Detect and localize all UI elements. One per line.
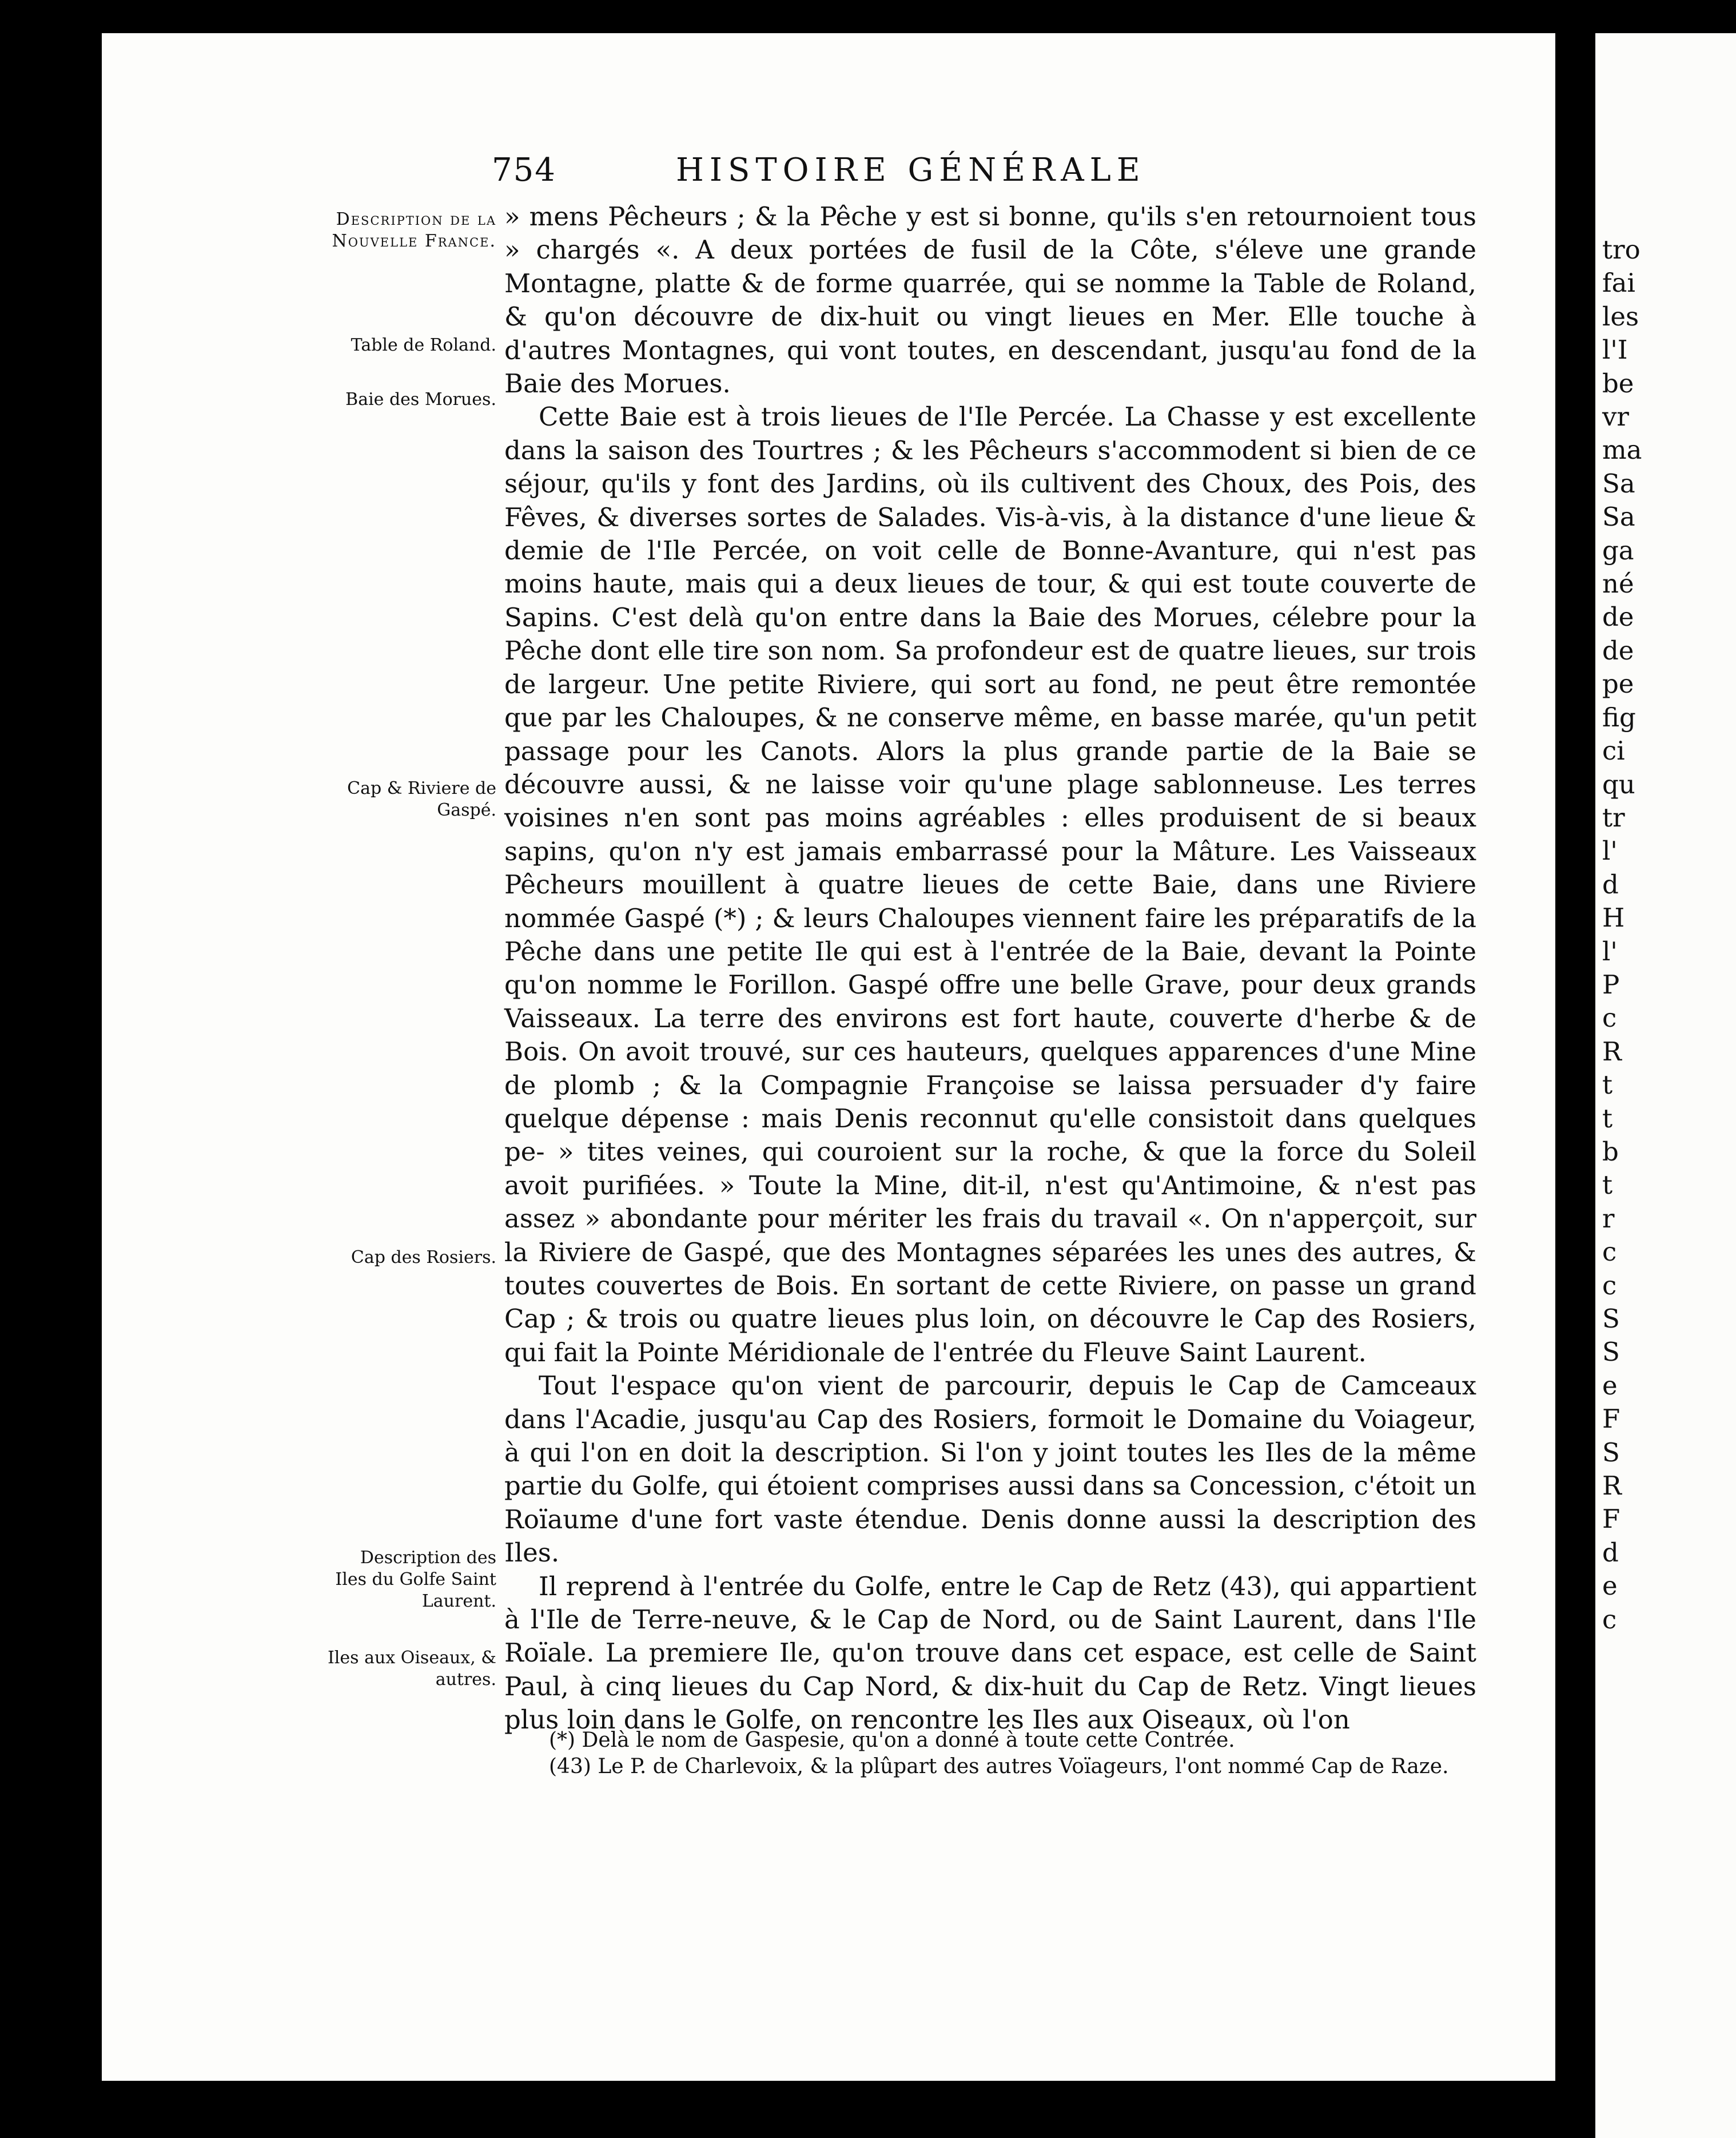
facing-page-line: H [1602, 903, 1625, 933]
running-header [492, 148, 1292, 193]
facing-page-line: fai [1602, 268, 1635, 299]
margin-note-baie-des-morues: Baie des Morues. [345, 390, 496, 410]
running-title: HISTOIRE GÉNÉRALE [676, 152, 1146, 189]
facing-page-line: b [1602, 1136, 1619, 1167]
margin-note-cap-des-rosiers: Cap des Rosiers. [351, 1247, 496, 1267]
facing-page-line: t [1602, 1103, 1613, 1134]
facing-page-line: ga [1602, 535, 1634, 566]
facing-page-line: les [1602, 301, 1639, 332]
page-number: 754 [492, 152, 556, 189]
facing-page-line: pe [1602, 669, 1634, 700]
facing-page-line: P [1602, 969, 1620, 1000]
facing-page-line: c [1602, 1003, 1617, 1034]
facing-page-line: d [1602, 1537, 1619, 1568]
footnotes [549, 1727, 1510, 1780]
page-gutter [1560, 33, 1575, 2138]
facing-page-line: be [1602, 368, 1634, 399]
facing-page-line: tro [1602, 235, 1641, 265]
facing-page-line: c [1602, 1604, 1617, 1635]
margin-note-description-iles: Description des Iles du Golfe Saint Laurent. [335, 1548, 496, 1611]
facing-page-line: l' [1602, 936, 1618, 967]
paragraph: Il reprend à l'entrée du Golfe, entre le Cap de Retz (43), qui appartient à l'Ile de Terre-neuve, & le Cap de Nord, ou de Saint Laurent, dans l'Ile Roïale. La premiere Ile, qu'on trouve dans cet espace, est celle de Saint Paul, à cinq lieues du Cap Nord, & dix-huit du Cap de Retz. Vingt lieues plus loin dans le Golfe, on rencontre les Iles aux Oiseaux, où l'on [504, 1571, 1476, 1735]
facing-page-line: t [1602, 1170, 1613, 1201]
facing-page-line: l'I [1602, 335, 1628, 365]
facing-page-line: ci [1602, 736, 1625, 766]
margin-note-cap-riviere-gaspe: Cap & Riviere de Gaspé. [347, 778, 496, 820]
facing-page-line: tr [1602, 802, 1625, 833]
facing-page-line: t [1602, 1070, 1613, 1100]
margin-note-table-de-roland: Table de Roland. [351, 335, 496, 355]
facing-page-line: F [1602, 1504, 1620, 1535]
facing-page-line: de [1602, 602, 1634, 633]
facing-page-line: d [1602, 869, 1619, 900]
facing-page-line: de [1602, 635, 1634, 666]
facing-page-line: Sa [1602, 468, 1635, 499]
facing-page-line: R [1602, 1471, 1622, 1501]
facing-page-line: l' [1602, 836, 1618, 867]
facing-page-line: S [1602, 1437, 1620, 1468]
facing-page-line: S [1602, 1337, 1620, 1368]
facing-page-line: c [1602, 1270, 1617, 1301]
facing-page-line: e [1602, 1370, 1618, 1401]
paragraph: Tout l'espace qu'on vient de parcourir, depuis le Cap de Camceaux dans l'Acadie, jusqu'au Cap des Rosiers, formoit le Domaine du Voiageur, à qui l'on en doit la description. Si l'on y joint toutes les Iles de la même partie du Golfe, qui étoient comprises aussi dans sa Concession, c'étoit un Roïaume d'une fort vaste étendue. Denis donne aussi la description des Iles. [504, 1370, 1476, 1568]
facing-page-line: F [1602, 1404, 1620, 1434]
facing-page-line: S [1602, 1304, 1620, 1334]
facing-page-line: ma [1602, 435, 1642, 466]
paragraph: » mens Pêcheurs ; & la Pêche y est si bonne, qu'ils s'en retournoient tous » chargés «. A deux portées de fusil de la Côte, s'éleve une grande Montagne, platte & de forme quarrée, qui se nomme la Table de Roland, & qu'on découvre de dix-huit ou vingt lieues en Mer. Elle touche à d'autres Montagnes, qui vont toutes, en descendant, jusqu'au fond de la Baie des Morues. [504, 201, 1476, 399]
facing-page-line: c [1602, 1237, 1617, 1267]
facing-page-line: né [1602, 569, 1634, 599]
facing-page-line: vr [1602, 402, 1629, 432]
footnote: (*) Delà le nom de Gaspesie, qu'on a donné à toute cette Contrée. [549, 1728, 1235, 1752]
facing-page-line: r [1602, 1203, 1615, 1234]
facing-page-edge [1595, 33, 1736, 2138]
margin-note-description: Description de la Nouvelle France. [332, 209, 496, 251]
body-text [504, 200, 1476, 1737]
facing-page-text [1595, 233, 1736, 1636]
footnote: (43) Le P. de Charlevoix, & la plûpart des autres Voïageurs, l'ont nommé Cap de Raze. [549, 1755, 1449, 1778]
facing-page-line: Sa [1602, 502, 1635, 532]
facing-page-line: qu [1602, 769, 1635, 800]
paragraph: Cette Baie est à trois lieues de l'Ile Percée. La Chasse y est excellente dans la saison des Tourtres ; & les Pêcheurs s'accommodent si bien de ce séjour, qu'ils y font des Jardins, où ils cultivent des Choux, des Pois, des Fêves, & diverses sortes de Salades. Vis-à-vis, à la distance d'une lieue & demie de l'Ile Percée, on voit celle de Bonne-Avanture, qui n'est pas moins haute, mais qui a deux lieues de tour, & qui est toute couverte de Sapins. C'est delà qu'on entre dans la Baie des Morues, célebre pour la Pêche dont elle tire son nom. Sa profondeur est de quatre lieues, sur trois de largeur. Une petite Riviere, qui sort au fond, ne peut être remontée que par les Chaloupes, & ne conserve même, en basse marée, qu'un petit passage pour les Canots. Alors la plus grande partie de la Baie se découvre aussi, & ne laisse voir qu'une plage sablonneuse. Les terres voisines n'en sont pas moins agréables : elles produisent de si beaux sapins, qu'on n'y est jamais embarrassé pour la Mâture. Les Vaisseaux Pêcheurs mouillent à quatre lieues de cette Baie, dans une Riviere nommée Gaspé (*) ; & leurs Chaloupes viennent faire les préparatifs de la Pêche dans une petite Ile qui est à l'entrée de la Baie, devant la Pointe qu'on nomme le Forillon. Gaspé offre une belle Grave, pour deux grands Vaisseaux. La terre des environs est fort haute, couverte d'herbe & de Bois. On avoit trouvé, sur ces hauteurs, quelques apparences d'une Mine de plomb ; & la Compagnie Françoise se laissa persuader d'y faire quelque dépense : mais Denis reconnut qu'elle consistoit dans quelques pe- » tites veines, qui couroient sur la roche, & que la force du Soleil avoit purifiées. » Toute la Mine, dit-il, n'est qu'Antimoine, & n'est pas assez » abondante pour mériter les frais du travail «. On n'apperçoit, sur la Riviere de Gaspé, que des Montagnes séparées les unes des autres, & toutes couvertes de Bois. En sortant de cette Riviere, on passe un grand Cap ; & trois ou quatre lieues plus loin, on découvre le Cap des Rosiers, qui fait la Pointe Méridionale de l'entrée du Fleuve Saint Laurent. [504, 402, 1476, 1368]
margin-note-iles-aux-oiseaux: Iles aux Oiseaux, & autres. [327, 1648, 496, 1690]
facing-page-line: e [1602, 1571, 1618, 1601]
facing-page-line: R [1602, 1036, 1622, 1067]
facing-page-line: fig [1602, 702, 1636, 733]
